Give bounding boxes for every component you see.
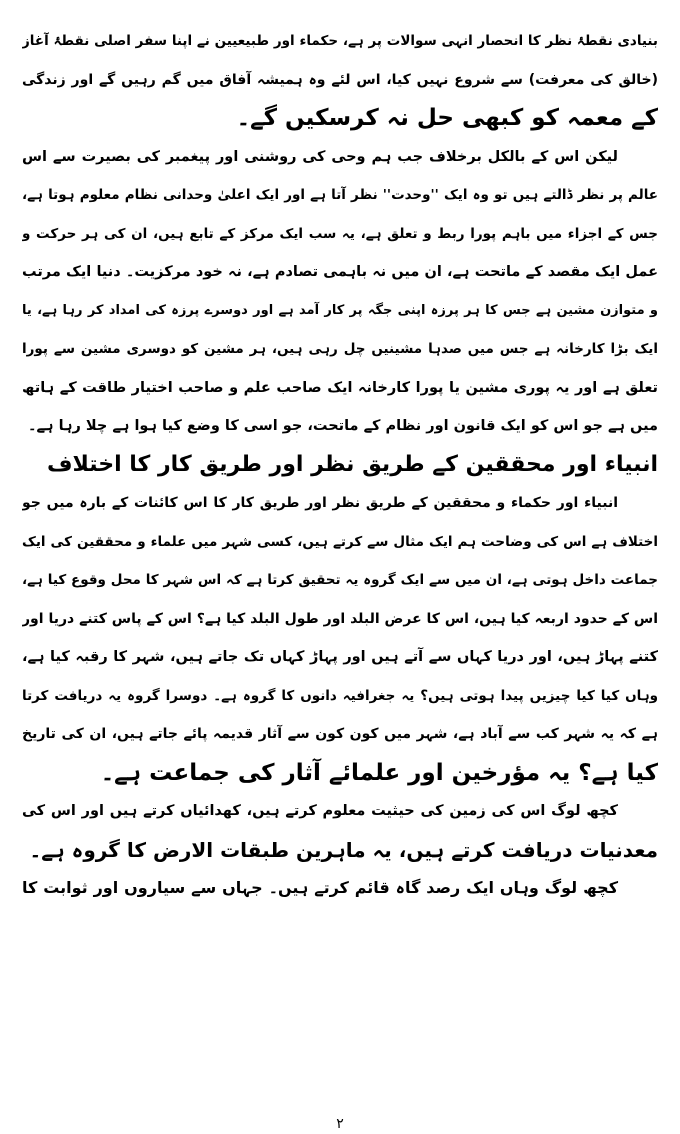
text-line: کے معمہ کو کبھی حل نہ کرسکیں گے۔ xyxy=(236,105,658,131)
text-line: جماعت داخل ہوتی ہے، ان میں سے ایک گروہ یہ تحقیق کرتا ہے کہ اس شہر کا محل وقوع کیا ہے، xyxy=(22,572,658,588)
text-line: عالم پر نظر ڈالتے ہیں تو وہ ایک ''وحدت'' نظر آتا ہے اور ایک اعلیٰ وحدانی نظام معلوم ہوتا ہے، xyxy=(22,187,658,203)
text-line: عمل ایک مقصد کے ماتحت ہے، ان میں نہ باہمی تصادم ہے، نہ خود مرکزیت۔ دنیا ایک مرتب xyxy=(22,264,658,280)
text-line: بنیادی نقطۂ نظر کا انحصار انہی سوالات پر ہے، حکماء اور طبیعیین نے اپنا سفر اصلی نقطۂ آغاز xyxy=(22,33,658,49)
text-line: تعلق ہے اور یہ پوری مشین یا پورا کارخانہ ایک صاحب علم و صاحب اختیار طاقت کے ہاتھ xyxy=(22,379,658,396)
text-line: (خالق کی معرفت) سے شروع نہیں کیا، اس لئے وہ ہمیشہ آفاق میں گم رہیں گے اور زندگی xyxy=(22,71,658,88)
paragraph-first-line: انبیاء اور حکماء و محققین کے طریق نظر اور طریق کار کا اس کائنات کے بارہ میں جو xyxy=(22,495,618,511)
text-line: و متوازن مشین ہے جس کا ہر پرزہ اپنی جگہ پر کار آمد ہے اور دوسرے پرزہ کی امداد کر رہا ہے، یا xyxy=(22,302,658,318)
paragraph-first-line: کچھ لوگ وہاں ایک رصد گاہ قائم کرتے ہیں۔ جہاں سے سیاروں اور ثوابت کا xyxy=(22,878,618,897)
section-heading: انبیاء اور محققین کے طریق نظر اور طریق کار کا اختلاف xyxy=(46,451,658,477)
text-line: کتنے پہاڑ ہیں، اور دریا کہاں سے آتے ہیں اور پہاڑ کہاں تک جاتے ہیں، شہر کا رقبہ کیا ہے، xyxy=(22,649,658,665)
text-line: معدنیات دریافت کرتے ہیں، یہ ماہرین طبقات الارض کا گروہ ہے۔ xyxy=(29,837,658,862)
text-line: کیا ہے؟ یہ مؤرخین اور علمائے آثار کی جماعت ہے۔ xyxy=(100,759,658,786)
page-number: ۲ xyxy=(336,1116,344,1132)
paragraph-first-line: لیکن اس کے بالکل برخلاف جب ہم وحی کی روشنی اور پیغمبر کی بصیرت سے اس xyxy=(22,148,618,165)
text-line: میں ہے جو اس کو ایک قانون اور نظام کے ماتحت، جو اسی کا وضع کیا ہوا ہے چلا رہا ہے۔ xyxy=(28,418,658,434)
text-line: وہاں کیا کیا چیزیں پیدا ہوتی ہیں؟ یہ جغرافیہ دانوں کا گروہ ہے۔ دوسرا گروہ یہ دریافت کرتا xyxy=(22,687,658,704)
text-line: اس کے حدود اربعہ کیا ہیں، اس کا عرض البلد اور طول البلد کیا ہے؟ اس کے پاس کتنے دریا اور xyxy=(22,610,658,627)
text-line: ہے کہ یہ شہر کب سے آباد ہے، شہر میں کون کون سے آثار قدیمہ پائے جاتے ہیں، ان کی تاریخ xyxy=(22,726,658,742)
text-line: اختلاف ہے اس کی وضاحت ہم ایک مثال سے کرتے ہیں، کسی شہر میں علماء و محققین کی ایک xyxy=(22,533,658,550)
text-line: ایک بڑا کارخانہ ہے جس میں صدہا مشینیں چل رہی ہیں، ہر مشین کو دوسری مشین سے پورا xyxy=(22,341,658,357)
text-line: جس کے اجزاء میں باہم پورا ربط و تعلق ہے، یہ سب ایک مرکز کے تابع ہیں، ان کی ہر حرکت و xyxy=(22,225,658,242)
paragraph-first-line: کچھ لوگ اس کی زمین کی حیثیت معلوم کرتے ہیں، کھدائیاں کرتے ہیں اور اس کی xyxy=(22,803,618,819)
